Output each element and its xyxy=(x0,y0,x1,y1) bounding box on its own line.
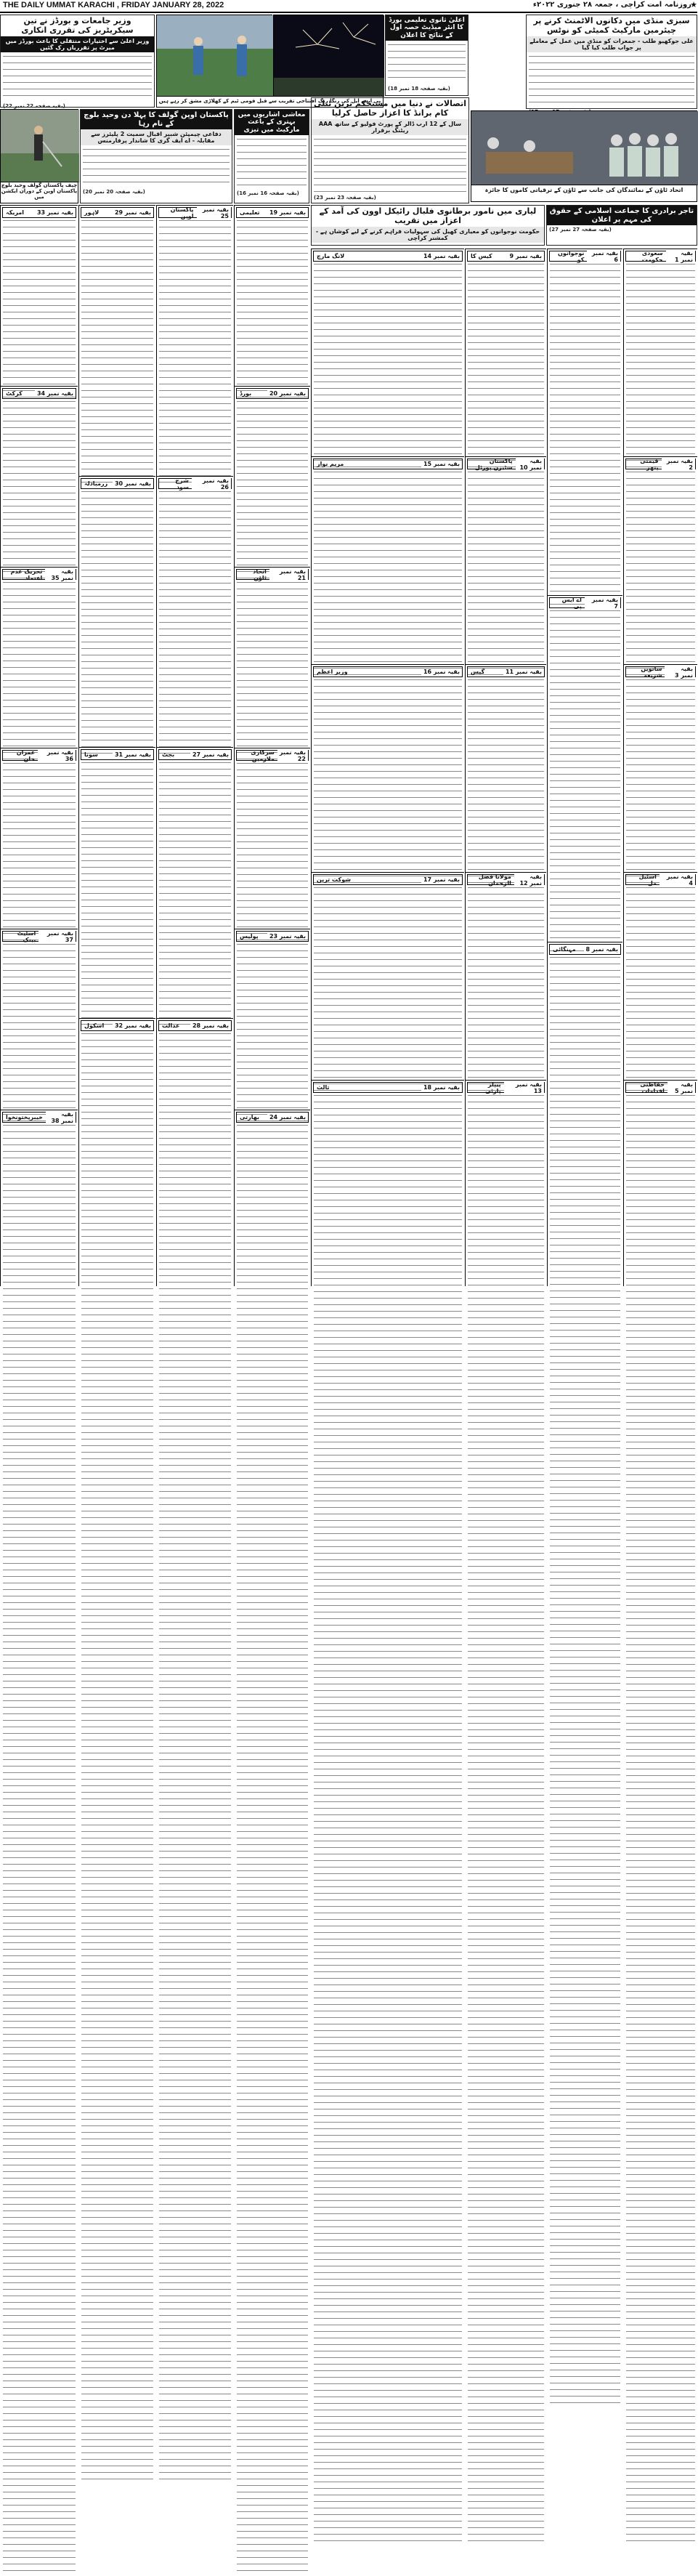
continuation-header xyxy=(81,207,154,218)
continuation-number: بقیہ نمبر 7 xyxy=(585,597,620,610)
masthead xyxy=(0,0,697,13)
continuation-header xyxy=(236,569,309,580)
headline: اعلیٰ ثانوی تعلیمی بورڈ کا انٹر میڈیٹ حصہ اول کے نتائج کا اعلان xyxy=(386,15,468,41)
continue-ref: (بقیہ صفحہ 27 نمبر 27) xyxy=(549,227,612,233)
continuation-header xyxy=(236,931,309,942)
continue-ref: (بقیہ صفحہ 23 نمبر 23) xyxy=(314,195,376,201)
continuation-header xyxy=(2,569,76,580)
continuation-text xyxy=(626,1093,695,2546)
continuation-item xyxy=(235,748,310,929)
continuation-item xyxy=(157,205,233,476)
continuation-header xyxy=(236,1112,309,1123)
continuation-number: بقیہ نمبر 6 xyxy=(587,250,620,263)
continuation-topic: کیس کا xyxy=(471,253,492,259)
continuation-number: بقیہ نمبر 29 xyxy=(113,209,153,216)
continuation-number: بقیہ نمبر 1 xyxy=(666,250,695,263)
subhead: وزیر اعلیٰ سے اختیارات منتقلی کا باعث بورڈز میں میرٹ پر تقرریاں رک گئیں xyxy=(1,36,154,52)
continuation-topic: امریکہ xyxy=(6,209,25,216)
cricket-caption: پی ایس ایل کی رنگا رنگ افتتاحی تقریب سے قبل قومی ٹیم کے کھلاڑی مشق کر رہے ہیں xyxy=(156,96,384,108)
continuation-header xyxy=(81,478,154,489)
story-text xyxy=(237,137,307,187)
star-icon: ★ xyxy=(690,0,697,9)
golfer-photo xyxy=(0,109,78,182)
continuation-item xyxy=(157,747,233,1018)
continuation-number: بقیہ نمبر 19 xyxy=(267,209,308,216)
continuation-header xyxy=(236,388,309,399)
continuation-number: بقیہ نمبر 32 xyxy=(113,1022,153,1029)
continuation-header xyxy=(236,207,309,218)
continuation-topic: شرح سود xyxy=(175,477,189,490)
headline: وزیر جامعات و بورڈز نے تین سیکریٹریز کی تقرری انکاری xyxy=(21,16,134,35)
continuation-header xyxy=(81,1020,154,1031)
news-column xyxy=(623,249,697,1286)
masthead-urdu: روزنامہ امت کراچی ، جمعہ ۲۸ جنوری ۲۰۲۲ء xyxy=(532,1,691,9)
story-market xyxy=(234,109,309,203)
continue-ref: (بقیہ صفحہ 20 نمبر 20) xyxy=(83,189,145,195)
continuation-item xyxy=(466,1080,546,1288)
continuation-topic: سعودی حکومت xyxy=(641,249,663,263)
continuation-number: بقیہ نمبر 31 xyxy=(113,751,153,758)
news-column xyxy=(311,249,464,1286)
continuation-text xyxy=(468,1093,544,2546)
continuation-number: بقیہ نمبر 16 xyxy=(421,669,462,675)
continuation-header xyxy=(158,478,232,489)
continuation-header xyxy=(2,931,76,942)
continuation-topic: حفاظتی اقدامات xyxy=(640,1081,665,1094)
continuation-number: بقیہ نمبر 9 xyxy=(508,253,544,259)
continuation-topic: مریم نواز xyxy=(317,461,344,467)
continuation-topic: زرمبادلہ xyxy=(84,480,108,487)
story-text xyxy=(83,147,230,186)
continuation-item xyxy=(624,1080,697,1288)
continuation-item xyxy=(235,386,310,567)
news-column xyxy=(156,205,233,1286)
headline: معاشی اشاریوں میں بہتری کے باعث مارکیٹ میں تیزی xyxy=(235,110,309,135)
continue-ref: (بقیہ صفحہ 16 نمبر 16) xyxy=(237,190,299,197)
fireworks-photo xyxy=(273,15,384,96)
continuation-topic: سونا xyxy=(84,751,98,758)
continuation-item xyxy=(312,456,464,664)
continuation-number: بقیہ نمبر 10 xyxy=(516,458,544,471)
continuation-item xyxy=(466,249,546,456)
continuation-item xyxy=(1,1110,78,1291)
continuation-item xyxy=(79,747,155,1018)
continuation-header xyxy=(313,666,463,677)
continuation-item xyxy=(157,476,233,747)
continuation-topic: گیس xyxy=(471,669,485,675)
subhead: سال کے 12 ارب ڈالر کے پورٹ فولیو کے ساتھ AAA ریٹنگ برقرار xyxy=(312,119,468,135)
continuation-number: بقیہ نمبر 22 xyxy=(277,749,308,762)
continuation-topic: پاکستان اوپن xyxy=(170,206,194,219)
continuation-item xyxy=(548,595,622,942)
continuation-header xyxy=(2,1112,76,1123)
continuation-header xyxy=(236,750,309,761)
continuation-text xyxy=(159,1031,231,2484)
continuation-number: بقیہ نمبر 34 xyxy=(35,390,76,397)
continuation-number: بقیہ نمبر 17 xyxy=(421,876,462,883)
continuation-item xyxy=(312,664,464,872)
continuation-header xyxy=(625,251,696,262)
continuation-number: بقیہ نمبر 4 xyxy=(660,873,695,887)
story-text xyxy=(529,54,694,106)
continuation-item xyxy=(1,567,78,748)
continuation-number: بقیہ نمبر 3 xyxy=(665,666,695,679)
continuation-topic: قیمتی پتھر xyxy=(640,457,659,471)
continuation-topic: بورڈ xyxy=(240,390,252,397)
continuation-number: بقیہ نمبر 18 xyxy=(421,1084,462,1091)
golfer-caption: چیف پاکستان گولف وحید بلوچ پاکستان اوپن کے دوران ایکشن میں xyxy=(0,182,78,203)
continuation-number: بقیہ نمبر 35 xyxy=(45,568,76,581)
continuation-number: بقیہ نمبر 30 xyxy=(113,480,153,487)
continuation-item xyxy=(312,1080,464,1288)
continuation-topic: نوجوانوں کو xyxy=(558,249,585,263)
continuation-topic: پاکستان سٹیزن پورٹل xyxy=(474,457,513,471)
continuation-topic: اسٹیل مل xyxy=(638,873,657,887)
continuation-header xyxy=(2,750,76,761)
continuation-number: بقیہ نمبر 13 xyxy=(504,1081,544,1094)
continuation-item xyxy=(624,664,697,872)
subhead: علی جوکھیو طلب - جمعرات کو منڈی میں عمل کے معاملے پر جواب طلب کیا گیا xyxy=(527,36,697,52)
continuation-header xyxy=(158,207,232,218)
continuation-header xyxy=(313,251,463,262)
continuation-item xyxy=(312,249,464,456)
continuation-item xyxy=(79,1018,155,1289)
subhead: حکومت نوجوانوں کو معیاری کھیل کی سہولیات فراہم کرنے کے لیے کوشاں ہے - کمشنر کراچی xyxy=(312,227,544,243)
continuation-number: بقیہ نمبر 21 xyxy=(269,568,308,581)
continuation-header xyxy=(158,749,232,760)
continuation-item xyxy=(1,386,78,567)
continuation-topic: تعلیمی xyxy=(240,209,260,216)
continuation-item xyxy=(79,476,155,747)
continuation-header xyxy=(81,749,154,760)
continuation-item xyxy=(548,942,622,1288)
continuation-topic: مولانا فضل الرحمان xyxy=(478,873,511,887)
continuation-topic: وزیر اعظم xyxy=(317,669,348,675)
officials-caption: اتحاد ٹاؤن کے نمائندگان کی جانب سے ٹاؤن کے ترقیاتی کاموں کا جائزہ xyxy=(471,185,697,202)
continuation-number: بقیہ نمبر 37 xyxy=(38,930,76,943)
continuation-number: بقیہ نمبر 26 xyxy=(192,477,231,490)
continuation-header xyxy=(313,874,463,885)
continuation-topic: لانگ مارچ xyxy=(317,253,345,259)
continuation-item xyxy=(466,456,546,664)
continuation-item xyxy=(466,664,546,872)
continuation-number: بقیہ نمبر 24 xyxy=(267,1114,308,1121)
continuation-header xyxy=(313,1082,463,1093)
continuation-header xyxy=(467,251,545,262)
continuation-text xyxy=(81,1031,153,2484)
subhead: دفاعی چیمپئن شبیر اقبال سمیت 2 پلیئرز سے مقابلہ - اے ایف گری کا شاندار پرفارمنس xyxy=(81,129,232,145)
news-column xyxy=(234,205,310,1286)
continuation-header xyxy=(467,874,545,885)
continuation-number: بقیہ نمبر 15 xyxy=(421,461,462,467)
continuation-item xyxy=(548,249,622,595)
continuation-item xyxy=(235,929,310,1110)
continue-ref: (بقیہ صفحہ 18 نمبر 18) xyxy=(388,86,450,92)
continuation-topic: لاہور xyxy=(84,209,100,216)
continuation-header xyxy=(467,666,545,677)
continuation-text xyxy=(314,1093,462,2546)
continuation-header xyxy=(549,251,621,262)
continuation-topic: پیپلز پارٹی xyxy=(484,1081,501,1094)
story-golf xyxy=(80,109,232,203)
officials-photo xyxy=(471,110,697,185)
continuation-topic: کرکٹ xyxy=(6,390,23,397)
continuation-item xyxy=(624,456,697,664)
continuation-item xyxy=(235,1110,310,1291)
continuation-topic: مہنگائی xyxy=(553,946,576,953)
headline: سبزی منڈی میں دکانوں الاٹمنٹ کرنے پر چیئرمین مارکیٹ کمیٹی کو نوٹس xyxy=(533,16,690,35)
continuation-topic: اے ایس پی xyxy=(561,596,582,610)
continuation-number: بقیہ نمبر 27 xyxy=(190,751,231,758)
continuation-number: بقیہ نمبر 12 xyxy=(514,873,544,887)
continuation-number: بقیہ نمبر 20 xyxy=(267,390,308,397)
officials-photo-art xyxy=(471,111,698,185)
fireworks-art xyxy=(274,15,384,97)
continuation-number: بقیہ نمبر 8 xyxy=(584,946,620,953)
continuation-header xyxy=(625,459,696,469)
continuation-item xyxy=(235,205,310,386)
continuation-topic: عمران خان xyxy=(16,748,36,762)
continuation-header xyxy=(625,874,696,885)
story-boards xyxy=(0,15,155,108)
continuation-header xyxy=(467,1082,545,1093)
story-text xyxy=(388,42,466,83)
continuation-topic: پولیس xyxy=(240,933,259,940)
news-column xyxy=(547,249,622,1286)
continuation-topic: ثالث xyxy=(317,1084,330,1091)
continuation-number: بقیہ نمبر 36 xyxy=(38,749,76,762)
story-text xyxy=(314,137,466,192)
story-trade xyxy=(546,205,697,246)
continuation-number: بقیہ نمبر 33 xyxy=(35,209,76,216)
news-column xyxy=(78,205,155,1286)
continuation-item xyxy=(624,872,697,1080)
continue-ref: (بقیہ صفحہ 22 نمبر 22) xyxy=(3,103,65,110)
story-vegetable xyxy=(526,15,697,109)
continuation-header xyxy=(625,1082,696,1093)
continuation-number: بقیہ نمبر 11 xyxy=(503,669,544,675)
continuation-item xyxy=(235,567,310,748)
headline: لیاری میں نامور برطانوی فلبال رائیکل اوون کی آمد کے اعزاز میں تقریب xyxy=(319,206,537,225)
headline: تاجر برادری کا جماعت اسلامی کے حقوق کی مہم پر اعلان xyxy=(547,206,697,225)
continuation-item xyxy=(312,872,464,1080)
continuation-header xyxy=(549,944,621,955)
continuation-topic: تحریک عدم اعتماد xyxy=(10,568,43,581)
continuation-header xyxy=(467,459,545,469)
continuation-topic: عدالت xyxy=(162,1022,180,1029)
continuation-item xyxy=(79,205,155,476)
continuation-header xyxy=(158,1020,232,1031)
story-lyari xyxy=(311,205,545,246)
continuation-topic: ساتویں شریعہ xyxy=(641,665,662,679)
continuation-text xyxy=(550,955,620,2408)
continuation-number: بقیہ نمبر 23 xyxy=(267,933,308,940)
continuation-topic: خیبرپختونخوا xyxy=(6,1114,43,1121)
continuation-topic: بجٹ xyxy=(162,751,175,758)
continuation-topic: اتحاد ٹاؤن xyxy=(253,568,267,581)
story-telecom xyxy=(311,97,469,203)
continuation-topic: شوکت ترین xyxy=(317,876,351,883)
continuation-item xyxy=(1,748,78,929)
continuation-header xyxy=(313,459,463,469)
continuation-topic: بھارتی xyxy=(240,1114,259,1121)
headline: پاکستان اوپن گولف کا پہلا دن وحید بلوچ کے نام رہا xyxy=(81,110,232,129)
continuation-number: بقیہ نمبر 28 xyxy=(190,1022,231,1029)
cricket-photo xyxy=(156,15,272,96)
cricket-art xyxy=(157,15,273,97)
continuation-item xyxy=(157,1018,233,1289)
masthead-english: THE DAILY UMMAT KARACHI , FRIDAY JANUARY 28, 2022 xyxy=(3,1,224,9)
continuation-topic: سرکاری ملازمین xyxy=(251,748,275,762)
continuation-item xyxy=(1,929,78,1110)
continuation-item xyxy=(1,205,78,386)
story-education xyxy=(385,15,468,96)
continuation-number: بقیہ نمبر 2 xyxy=(662,458,695,471)
golfer-art xyxy=(1,110,79,182)
continuation-header xyxy=(625,666,696,677)
continuation-header xyxy=(549,597,621,608)
news-column xyxy=(465,249,546,1286)
continuation-topic: اسٹیٹ بینک xyxy=(17,929,36,943)
continuation-header xyxy=(2,388,76,399)
headline: اتصالات نے دنیا میں مستحکم ترین ٹیلی کام برانڈ کا اعزاز حاصل کرلیا xyxy=(314,99,466,118)
continuation-item xyxy=(466,872,546,1080)
continuation-text xyxy=(237,1123,308,2576)
continuation-number: بقیہ نمبر 5 xyxy=(667,1081,695,1094)
continuation-number: بقیہ نمبر 38 xyxy=(46,1111,76,1124)
continuation-header xyxy=(2,207,76,218)
continuation-topic: اسکول xyxy=(84,1022,105,1029)
continuation-number: بقیہ نمبر 25 xyxy=(197,206,231,219)
news-column xyxy=(0,205,78,1286)
continuation-item xyxy=(624,249,697,456)
continuation-number: بقیہ نمبر 14 xyxy=(421,253,462,259)
continuation-text xyxy=(3,1123,76,2576)
story-text xyxy=(3,54,152,100)
